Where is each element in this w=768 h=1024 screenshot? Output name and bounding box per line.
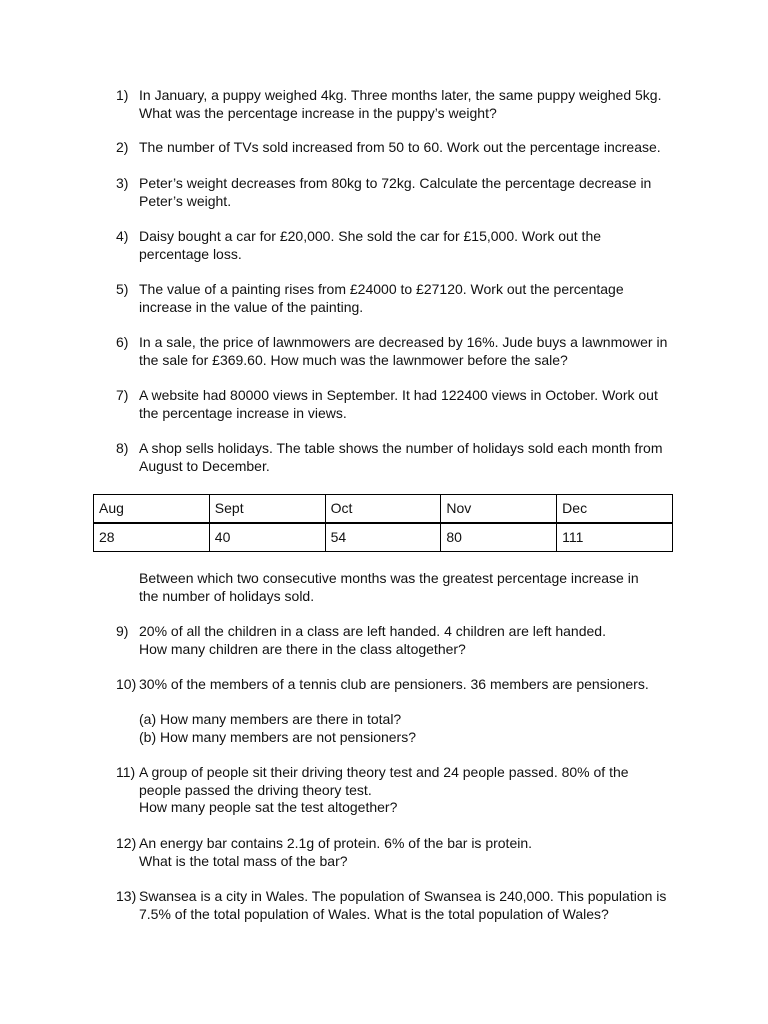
table-cell: 54 — [325, 523, 441, 552]
question-text — [139, 440, 684, 475]
table-cell: 111 — [557, 523, 673, 552]
question-number: 8) — [116, 440, 129, 456]
question-line: August to December. — [139, 457, 270, 474]
question-text — [139, 387, 684, 422]
table-header-cell: Dec — [557, 495, 673, 524]
question-line: percentage loss. — [139, 245, 242, 262]
question-number: 7) — [116, 387, 129, 403]
question-line: 30% of the members of a tennis club are pensioners. 36 members are pensioners. — [139, 676, 649, 692]
question-line: Swansea is a city in Wales. The population of Swansea is 240,000. This population is — [139, 888, 667, 904]
question-line: increase in the value of the painting. — [139, 298, 364, 315]
question-line: Peter’s weight. — [139, 192, 232, 209]
question-line: How many children are there in the class altogether? — [139, 640, 466, 657]
table-cell: 40 — [209, 523, 325, 552]
question-text — [139, 711, 684, 746]
question-number: 1) — [116, 87, 129, 103]
question-line: (b) How many members are not pensioners? — [139, 728, 417, 745]
question-number: 11) — [116, 764, 136, 780]
question-line: 20% of all the children in a class are left handed. 4 children are left handed. — [139, 623, 606, 639]
table-header-cell: Nov — [441, 495, 557, 524]
question-text — [139, 888, 684, 923]
question-line: An energy bar contains 2.1g of protein. 6% of the bar is protein. — [139, 835, 533, 851]
question-line: Daisy bought a car for £20,000. She sold the car for £15,000. Work out the — [139, 228, 602, 244]
question-line: (a) How many members are there in total? — [139, 711, 402, 727]
table-cell: 80 — [441, 523, 557, 552]
question-number: 5) — [116, 281, 129, 297]
table-header-cell: Aug — [94, 495, 210, 524]
question-text — [139, 334, 684, 369]
question-line: How many people sat the test altogether? — [139, 799, 398, 815]
question-line: the number of holidays sold. — [139, 587, 315, 604]
question-line: A website had 80000 views in September. It had 122400 views in October. Work out — [139, 387, 658, 403]
question-text — [139, 835, 684, 870]
question-line: The value of a painting rises from £24000 to £27120. Work out the percentage — [139, 281, 624, 297]
question-line: A group of people sit their driving theory test and 24 people passed. 80% of the — [139, 764, 629, 780]
question-number: 2) — [116, 139, 129, 155]
question-text — [139, 281, 684, 316]
question-line: A shop sells holidays. The table shows the number of holidays sold each month from — [139, 440, 663, 456]
table-cell: 28 — [94, 523, 210, 552]
question-number: 13) — [116, 888, 137, 904]
table-header-row — [94, 495, 673, 524]
question-text — [139, 676, 684, 694]
question-number: 10) — [116, 676, 137, 692]
question-line: the sale for £369.60. How much was the lawnmower before the sale? — [139, 351, 568, 368]
question-line: In a sale, the price of lawnmowers are decreased by 16%. Jude buys a lawnmower in — [139, 334, 668, 350]
question-text — [139, 139, 684, 157]
question-line: What was the percentage increase in the puppy’s weight? — [139, 104, 497, 121]
question-text — [139, 87, 684, 122]
question-number: 6) — [116, 334, 129, 350]
question-number: 4) — [116, 228, 129, 244]
question-line: What is the total mass of the bar? — [139, 852, 348, 869]
table-header-cell: Sept — [209, 495, 325, 524]
question-line: The number of TVs sold increased from 50 to 60. Work out the percentage increase. — [139, 139, 661, 155]
question-text — [139, 228, 684, 263]
holidays-table — [93, 494, 673, 552]
question-line: In January, a puppy weighed 4kg. Three months later, the same puppy weighed 5kg. — [139, 87, 662, 103]
question-number: 9) — [116, 623, 129, 639]
table-header-cell: Oct — [325, 495, 441, 524]
question-text — [139, 764, 684, 817]
question-line: Peter’s weight decreases from 80kg to 72kg. Calculate the percentage decrease in — [139, 175, 652, 191]
question-line: Between which two consecutive months was the greatest percentage increase in — [139, 570, 639, 586]
question-line: people passed the driving theory test. — [139, 781, 372, 798]
question-number: 3) — [116, 175, 129, 191]
question-text — [139, 570, 684, 605]
table-row — [94, 523, 673, 552]
question-text — [139, 623, 684, 658]
question-text — [139, 175, 684, 210]
question-line: 7.5% of the total population of Wales. What is the total population of Wales? — [139, 905, 609, 922]
question-number: 12) — [116, 835, 137, 851]
question-line: the percentage increase in views. — [139, 404, 347, 421]
